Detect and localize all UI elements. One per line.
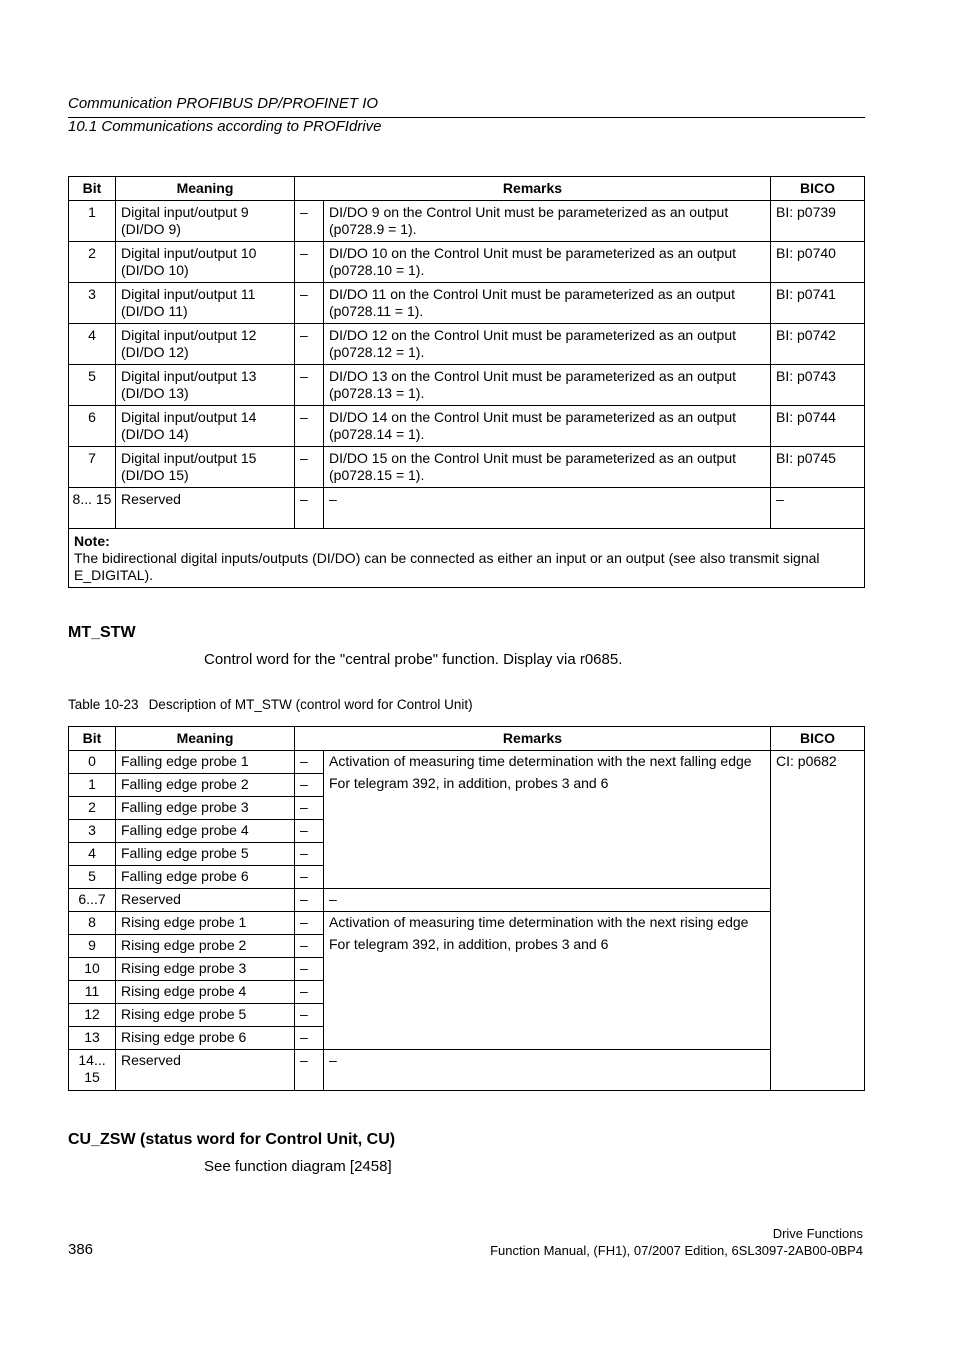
meaning-cell: Rising edge probe 4	[116, 981, 295, 1004]
col-header-meaning: Meaning	[116, 177, 295, 201]
col-header-meaning: Meaning	[116, 727, 295, 751]
bit-cell: 7	[69, 447, 116, 488]
dash-cell: –	[295, 866, 324, 889]
note-title: Note:	[74, 533, 110, 549]
table-row	[69, 1050, 865, 1091]
bit-cell: 11	[69, 981, 116, 1004]
dash-cell: –	[295, 774, 324, 797]
meaning-cell: Digital input/output 11 (DI/DO 11)	[116, 283, 295, 324]
section-title-cu-zsw: CU_ZSW (status word for Control Unit, CU)	[68, 1131, 396, 1148]
bit-cell: 3	[69, 283, 116, 324]
note-row	[69, 529, 865, 588]
dash-cell: –	[295, 935, 324, 958]
meaning-cell: Digital input/output 15 (DI/DO 15)	[116, 447, 295, 488]
meaning-cell: Rising edge probe 6	[116, 1027, 295, 1050]
meaning-cell: Rising edge probe 2	[116, 935, 295, 958]
dash-cell: –	[295, 324, 324, 365]
table-row	[69, 283, 865, 324]
table-row	[69, 751, 865, 774]
dash-cell: –	[295, 365, 324, 406]
col-header-remarks: Remarks	[295, 727, 771, 751]
col-header-bit: Bit	[69, 177, 116, 201]
dash-cell: –	[295, 201, 324, 242]
remark-cell: DI/DO 15 on the Control Unit must be parameterized as an output (p0728.15 = 1).	[324, 447, 771, 488]
page-number: 386	[68, 1241, 94, 1258]
footer-edition: Function Manual, (FH1), 07/2007 Edition, 6SL3097-2AB00-0BP4	[490, 1243, 863, 1258]
bit-cell: 4	[69, 324, 116, 365]
table-caption-text: Description of MT_STW (control word for Control Unit)	[148, 697, 473, 712]
table-caption	[68, 697, 473, 712]
digital-io-table	[68, 176, 865, 588]
section-description-cu-zsw: See function diagram [2458]	[204, 1158, 392, 1175]
rising-edge-remark: Activation of measuring time determination with the next rising edge	[329, 914, 749, 930]
bico-cell: BI: p0743	[771, 365, 865, 406]
meaning-cell: Falling edge probe 4	[116, 820, 295, 843]
bit-cell: 2	[69, 242, 116, 283]
running-header-section: 10.1 Communications according to PROFIdrive	[68, 118, 382, 135]
reserved-remark-cell: –	[324, 889, 771, 912]
dash-cell: –	[295, 797, 324, 820]
dash-cell: –	[295, 242, 324, 283]
table-row	[69, 242, 865, 283]
bit-cell: 2	[69, 797, 116, 820]
meaning-cell: Falling edge probe 3	[116, 797, 295, 820]
dash-cell: –	[295, 488, 324, 529]
bico-cell: BI: p0740	[771, 242, 865, 283]
col-header-bico: BICO	[771, 727, 865, 751]
bit-cell: 4	[69, 843, 116, 866]
falling-edge-remark-cell	[324, 751, 771, 889]
bico-cell: BI: p0744	[771, 406, 865, 447]
col-header-bico: BICO	[771, 177, 865, 201]
bico-cell: BI: p0741	[771, 283, 865, 324]
meaning-cell: Falling edge probe 5	[116, 843, 295, 866]
bit-cell: 3	[69, 820, 116, 843]
table-caption-number: Table 10-23	[68, 697, 139, 712]
dash-cell: –	[295, 751, 324, 774]
meaning-cell: Reserved	[116, 889, 295, 912]
bit-cell: 1	[69, 201, 116, 242]
bit-cell: 10	[69, 958, 116, 981]
dash-cell: –	[295, 958, 324, 981]
bit-cell: 0	[69, 751, 116, 774]
table-header-row	[69, 177, 865, 201]
remark-cell: DI/DO 13 on the Control Unit must be parameterized as an output (p0728.13 = 1).	[324, 365, 771, 406]
section-description-mt-stw: Control word for the "central probe" function. Display via r0685.	[204, 651, 623, 668]
bit-cell: 8... 15	[69, 488, 116, 529]
meaning-cell: Falling edge probe 2	[116, 774, 295, 797]
running-header-chapter: Communication PROFIBUS DP/PROFINET IO	[68, 95, 379, 112]
dash-cell: –	[295, 1050, 324, 1091]
mt-stw-table	[68, 726, 865, 1091]
remark-cell: DI/DO 9 on the Control Unit must be parameterized as an output (p0728.9 = 1).	[324, 201, 771, 242]
remark-cell: DI/DO 12 on the Control Unit must be parameterized as an output (p0728.12 = 1).	[324, 324, 771, 365]
meaning-cell: Digital input/output 13 (DI/DO 13)	[116, 365, 295, 406]
rising-edge-telegram-note: For telegram 392, in addition, probes 3 and 6	[329, 936, 609, 952]
dash-cell: –	[295, 889, 324, 912]
bit-cell: 13	[69, 1027, 116, 1050]
meaning-cell: Reserved	[116, 488, 295, 529]
remark-cell: –	[324, 488, 771, 529]
bit-cell: 5	[69, 365, 116, 406]
table-row	[69, 488, 865, 529]
falling-edge-remark: Activation of measuring time determination with the next falling edge	[329, 753, 752, 769]
table-row	[69, 324, 865, 365]
reserved-remark-cell: –	[324, 1050, 771, 1091]
bit-cell: 1	[69, 774, 116, 797]
meaning-cell: Rising edge probe 3	[116, 958, 295, 981]
dash-cell: –	[295, 1027, 324, 1050]
meaning-cell: Digital input/output 10 (DI/DO 10)	[116, 242, 295, 283]
note-text: The bidirectional digital inputs/outputs (DI/DO) can be connected as either an input or an output (see also transmit signal E_DIGITAL).	[74, 550, 820, 583]
table-header-row	[69, 727, 865, 751]
meaning-cell: Rising edge probe 1	[116, 912, 295, 935]
meaning-cell: Digital input/output 12 (DI/DO 12)	[116, 324, 295, 365]
dash-cell: –	[295, 283, 324, 324]
remark-cell: DI/DO 14 on the Control Unit must be parameterized as an output (p0728.14 = 1).	[324, 406, 771, 447]
dash-cell: –	[295, 820, 324, 843]
meaning-cell: Reserved	[116, 1050, 295, 1091]
dash-cell: –	[295, 843, 324, 866]
bico-cell: CI: p0682	[771, 751, 865, 1091]
meaning-cell: Digital input/output 14 (DI/DO 14)	[116, 406, 295, 447]
bit-cell: 5	[69, 866, 116, 889]
col-header-bit: Bit	[69, 727, 116, 751]
meaning-cell: Digital input/output 9 (DI/DO 9)	[116, 201, 295, 242]
bit-cell: 6	[69, 406, 116, 447]
note-cell	[69, 529, 865, 588]
table-row	[69, 406, 865, 447]
col-header-remarks: Remarks	[295, 177, 771, 201]
table-row	[69, 201, 865, 242]
section-title-mt-stw: MT_STW	[68, 624, 136, 641]
dash-cell: –	[295, 981, 324, 1004]
bit-cell: 8	[69, 912, 116, 935]
bit-cell: 9	[69, 935, 116, 958]
bico-cell: BI: p0739	[771, 201, 865, 242]
meaning-cell: Falling edge probe 6	[116, 866, 295, 889]
dash-cell: –	[295, 912, 324, 935]
table-row	[69, 447, 865, 488]
bico-cell: BI: p0742	[771, 324, 865, 365]
dash-cell: –	[295, 447, 324, 488]
dash-cell: –	[295, 1004, 324, 1027]
meaning-cell: Falling edge probe 1	[116, 751, 295, 774]
meaning-cell: Rising edge probe 5	[116, 1004, 295, 1027]
remark-cell: DI/DO 11 on the Control Unit must be parameterized as an output (p0728.11 = 1).	[324, 283, 771, 324]
bit-cell: 6...7	[69, 889, 116, 912]
bit-cell: 12	[69, 1004, 116, 1027]
falling-edge-telegram-note: For telegram 392, in addition, probes 3 and 6	[329, 775, 609, 791]
rising-edge-remark-cell	[324, 912, 771, 1050]
bit-cell: 14... 15	[69, 1050, 116, 1091]
remark-cell: DI/DO 10 on the Control Unit must be parameterized as an output (p0728.10 = 1).	[324, 242, 771, 283]
table-row	[69, 365, 865, 406]
dash-cell: –	[295, 406, 324, 447]
table-row	[69, 912, 865, 935]
bico-cell: BI: p0745	[771, 447, 865, 488]
footer-book-title: Drive Functions	[772, 1226, 863, 1241]
bico-cell: –	[771, 488, 865, 529]
table-row	[69, 889, 865, 912]
